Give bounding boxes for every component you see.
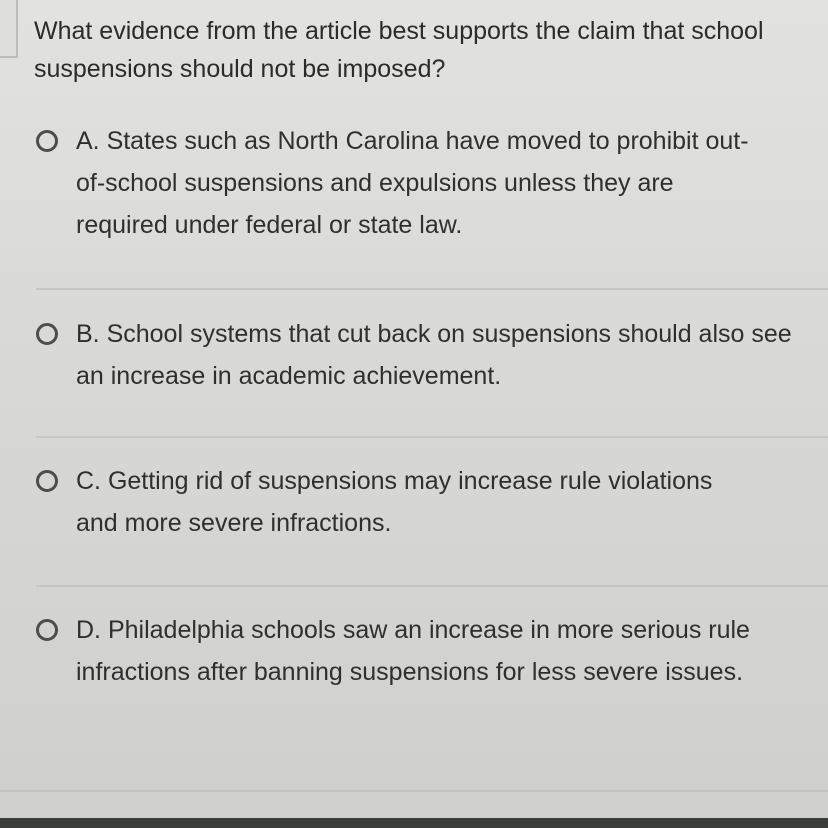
- answer-option-b[interactable]: [36, 313, 796, 397]
- answer-option-label: D. Philadelphia schools saw an increase in more serious rule infractions after banning suspensions for less severe issues.: [76, 616, 750, 686]
- answer-option-label: C. Getting rid of suspensions may increase rule violations and more severe infractions.: [76, 467, 713, 537]
- screen-bezel: [0, 818, 828, 828]
- corner-frame: [0, 0, 18, 58]
- option-divider: [0, 790, 828, 792]
- answer-option-label: A. States such as North Carolina have moved to prohibit out-of-school suspensions and expulsions unless they are required under federal or state law.: [76, 127, 749, 239]
- radio-circle-icon[interactable]: [36, 130, 58, 152]
- radio-circle-icon[interactable]: [36, 619, 58, 641]
- option-divider: [36, 585, 828, 587]
- question-prompt: What evidence from the article best supports the claim that school suspensions should not be imposed?: [34, 17, 764, 83]
- answer-option-a[interactable]: [36, 120, 796, 246]
- radio-circle-icon[interactable]: [36, 323, 58, 345]
- answer-option-label: B. School systems that cut back on suspensions should also see an increase in academic achievement.: [76, 320, 792, 390]
- radio-circle-icon[interactable]: [36, 470, 58, 492]
- answer-option-d[interactable]: [36, 609, 796, 693]
- option-divider: [36, 436, 828, 438]
- answer-option-c[interactable]: [36, 460, 796, 544]
- option-divider: [36, 288, 828, 290]
